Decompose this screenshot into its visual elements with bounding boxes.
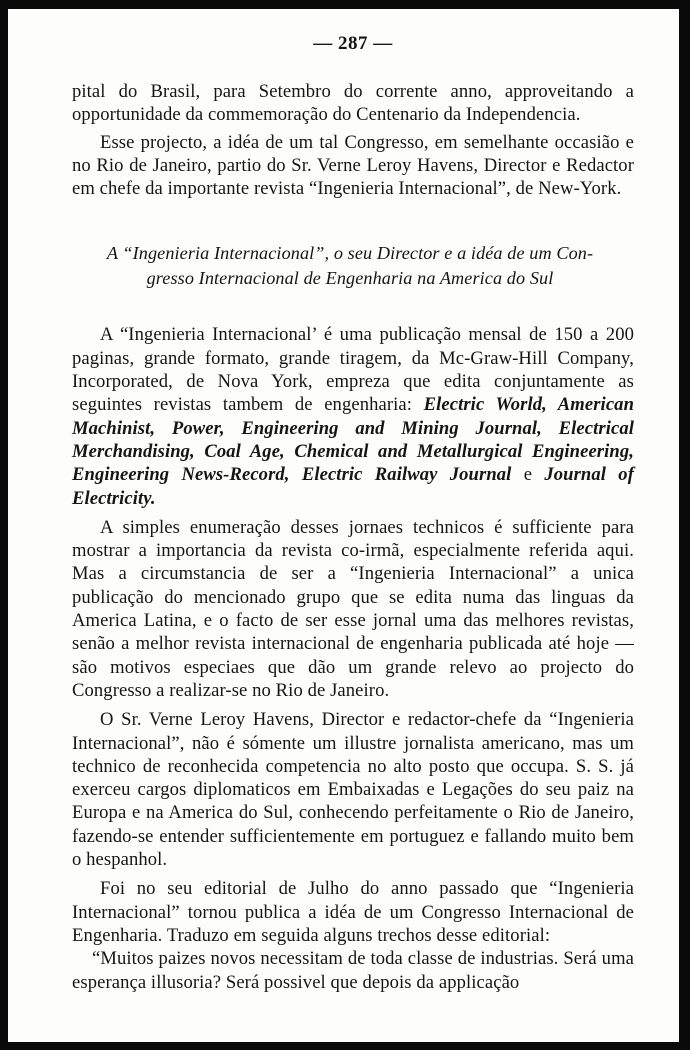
- paragraph-quote: “Muitos paizes novos necessitam de toda classe de industrias. Será uma esperança illusoria? Será possivel que depois da applicação: [72, 948, 634, 993]
- magazine-intro-text: A “Ingenieria Internacional’ é uma publicação mensal de 150 a 200 paginas, grande formato, grande tiragem, da Mc-Graw-Hill Company, Incorporated, de Nova York, empreza que edita conjuntamente as seguintes revistas tambem de engenharia:: [72, 324, 634, 416]
- paragraph-project-origin: Esse projecto, a idéa de um tal Congresso, em semelhante occasião e no Rio de Janeiro, partio do Sr. Verne Leroy Havens, Director e Redactor em chefe da importante revista “Ingenieria Internacional”, de New-York.: [72, 131, 634, 200]
- paragraph-importance: A simples enumeração desses jornaes technicos é sufficiente para mostrar a importancia da revista co-irmã, especialmente referida aqui. Mas a circumstancia de ser a “Ingenieria Internacional” a unica publicação do mencionado grupo que se edita numa das linguas da America Latina, e o facto de ser esse jornal uma das melhores revistas, senão a melhor revista internacional de engenharia publicada até hoje — são motivos especiaes que dão um grande relevo ao projecto do Congresso a realizar-se no Rio de Janeiro.: [72, 516, 634, 701]
- paragraph-director: O Sr. Verne Leroy Havens, Director e redactor-chefe da “Ingenieria Internacional”, não é sómente um illustre jornalista americano, mas um technico de reconhecida competencia no alto posto que occupa. S. S. já exerceu cargos diplomaticos em Embaixadas e Legações do seu paiz na Europa e na America do Sul, conhecendo perfeitamente o Rio de Janeiro, fazendo-se entender sufficientemente em portuguez e fallando muito bem o hespanhol.: [72, 709, 634, 871]
- paragraph-continuation: pital do Brasil, para Setembro do corrente anno, approveitando a opportunidade da commemoração do Centenario da Independencia.: [72, 81, 634, 126]
- journal-list: Electric World, American Machinist, Power, Engineering and Mining Journal, Electrical Merchandising, Coal Age, Chemical and Metallurgical Engineering, Engineering News-Record, Electric Railway Journal: [72, 394, 635, 486]
- paragraph-editorial: Foi no seu editorial de Julho do anno passado que “Ingenieria Internacional” tornou publica a idéa de um Congresso Internacional de Engenharia. Traduzo em seguida alguns trechos desse editorial:: [72, 878, 634, 946]
- journal-list-last: Journal of Electricity.: [72, 464, 634, 509]
- section-heading-line-2: gresso Internacional de Engenharia na America do Sul: [146, 268, 554, 289]
- section-heading: [72, 241, 628, 291]
- page-content: [72, 29, 634, 994]
- paragraph-magazine-description: [72, 323, 634, 509]
- page-number: — 287 —: [313, 33, 393, 54]
- journal-list-conjunction: e: [523, 464, 533, 486]
- section-heading-line-1: A “Ingenieria Internacional”, o seu Director e a idéa de um Con-: [106, 243, 594, 264]
